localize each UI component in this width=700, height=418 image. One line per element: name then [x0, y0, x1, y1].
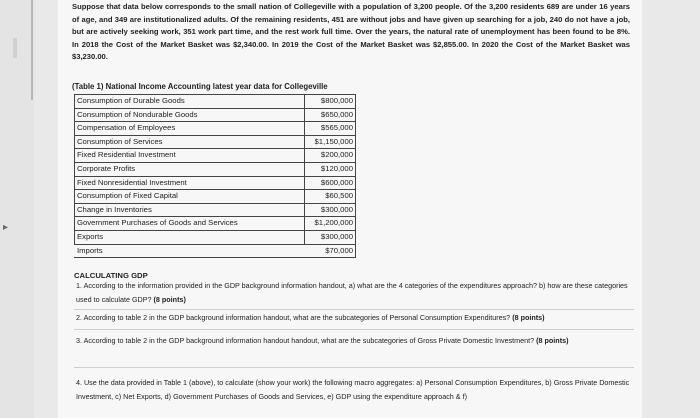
row-label: Consumption of Nondurable Goods: [75, 108, 305, 122]
table-row: [75, 135, 356, 149]
divider: [74, 309, 634, 310]
left-margin: [0, 0, 34, 418]
row-value: $565,000: [305, 122, 356, 136]
document-page: [58, 0, 642, 418]
row-label: Corporate Profits: [75, 162, 305, 176]
question-3-text: 3. According to table 2 in the GDP background information handout handout, what are the subcategories of Gross Private Domestic Investment?: [76, 336, 535, 345]
row-label: Exports: [75, 230, 305, 244]
cursor-arrow-icon: ▸: [3, 222, 9, 233]
row-label: Government Purchases of Goods and Services: [75, 217, 305, 231]
table-row: [75, 122, 356, 136]
divider: [74, 329, 634, 330]
divider: [74, 367, 634, 368]
page-marker: [13, 38, 17, 58]
table-row: [75, 230, 356, 244]
row-value: $1,200,000: [305, 217, 356, 231]
question-2: [76, 311, 632, 325]
table-caption: (Table 1) National Income Accounting latest year data for Collegeville: [72, 82, 328, 91]
question-2-text: 2. According to table 2 in the GDP background information handout, what are the subcategories of Personal Consumption Expenditures?: [76, 313, 511, 322]
intro-paragraph: Suppose that data below corresponds to the small nation of Collegeville with a population of 3,200 people. Of the 3,200 residents 689 are under 16 years of age, and 349 are institutionalized adults. Of the remaining residents, 451 are without jobs and have given up searching for a job, 240 do not have a job, but are actively seeking work, 351 work part time, and the rest work full time. Over the years, the natural rate of unemployment has been found to be 8%. In 2018 the Cost of the Market Basket was $2,340.00. In 2019 the Cost of the Market Basket was $2,855.00. In 2020 the Cost of the Market Basket was $3,230.00.: [72, 2, 630, 61]
question-1-text: 1. According to the information provided in the GDP background information handout, a) what are the 4 categories of the expenditures approach? b) how are these categories used to calculate GDP?: [76, 281, 628, 304]
question-3: [76, 334, 632, 348]
row-label: Compensation of Employees: [75, 122, 305, 136]
row-label: Imports: [75, 244, 305, 258]
question-1-points: (8 points): [153, 294, 186, 304]
question-3-points: (8 points): [536, 336, 569, 345]
row-value: $650,000: [305, 108, 356, 122]
row-value: $1,150,000: [305, 135, 356, 149]
row-label: Change in Inventories: [75, 203, 305, 217]
row-label: Fixed Nonresidential Investment: [75, 176, 305, 190]
table-row: [75, 244, 356, 258]
question-4: [76, 376, 632, 403]
table-row: [75, 149, 356, 163]
row-label: Consumption of Durable Goods: [75, 95, 305, 109]
row-value: $120,000: [305, 162, 356, 176]
question-2-points: (8 points): [512, 313, 545, 322]
table-row: [75, 203, 356, 217]
question-1: [76, 279, 632, 306]
row-label: Fixed Residential Investment: [75, 149, 305, 163]
question-4-text: 4. Use the data provided in Table 1 (above), to calculate (show your work) the following macro aggregates: a) Personal Consumption Expenditures, b) Gross Private Domestic Investment, c) Net Exports, d) Government Purchases of Goods and Services, e) GDP using the expenditure approach & f): [76, 378, 630, 401]
row-value: $600,000: [305, 176, 356, 190]
row-value: $800,000: [305, 95, 356, 109]
scroll-indicator: [31, 0, 33, 100]
row-label: Consumption of Fixed Capital: [75, 190, 305, 204]
row-label: Consumption of Services: [75, 135, 305, 149]
table-row: [75, 162, 356, 176]
row-value: $300,000: [305, 203, 356, 217]
row-value: $300,000: [305, 230, 356, 244]
row-value: $200,000: [305, 149, 356, 163]
table-row: [75, 190, 356, 204]
table-row: [75, 217, 356, 231]
row-value: $60,500: [305, 190, 356, 204]
section-title: CALCULATING GDP: [74, 271, 148, 280]
row-value: $70,000: [305, 244, 356, 258]
national-income-table: [74, 94, 356, 258]
table-row: [75, 108, 356, 122]
table-row: [75, 95, 356, 109]
table-row: [75, 176, 356, 190]
